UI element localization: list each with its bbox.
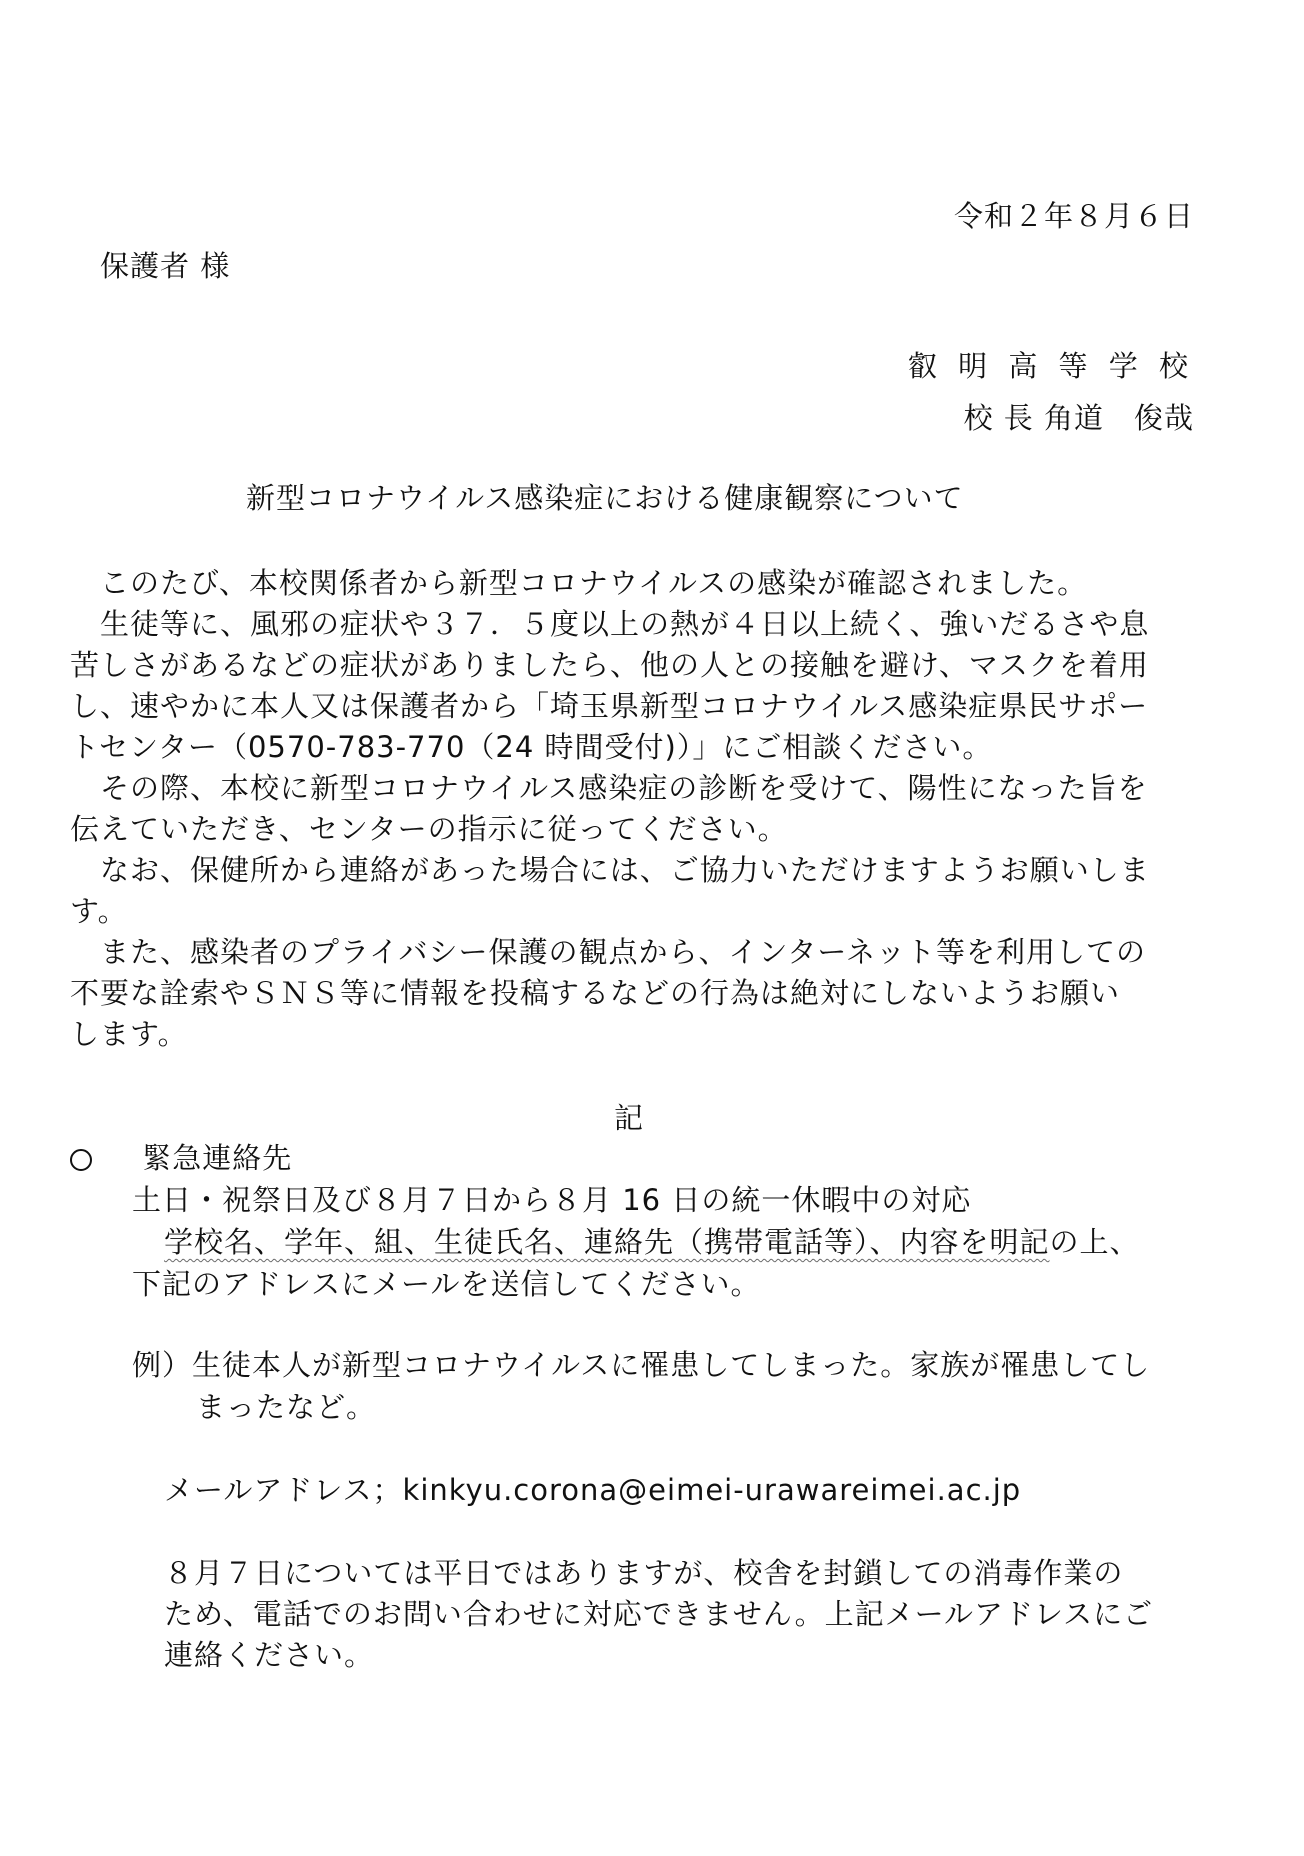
date: 令和２年８月６日 [953, 199, 1194, 233]
body-paragraph-5-line-2: 不要な詮索やＳＮＳ等に情報を投稿するなどの行為は絶対にしないようお願い [70, 976, 1121, 1010]
note-line-1: ８月７日については平日ではありますが、校舎を封鎖しての消毒作業の [164, 1556, 1124, 1590]
body-paragraph-3-line-1: その際、本校に新型コロナウイルス感染症の診断を受けて、陽性になった旨を [100, 771, 1148, 805]
contact-instruction-line-1 [164, 1222, 1140, 1262]
recipient: 保護者 様 [100, 249, 231, 283]
contact-instruction-tail: の上、 [1049, 1225, 1140, 1259]
body-paragraph-3-line-2: 伝えていただき、センターの指示に従ってください。 [70, 812, 788, 846]
record-heading: 記 [614, 1101, 645, 1135]
body-paragraph-4-line-1: なお、保健所から連絡があった場合には、ご協力いただけますようお願いしま [100, 853, 1150, 887]
note-line-3: 連絡ください。 [164, 1638, 375, 1672]
body-paragraph-1: このたび、本校関係者から新型コロナウイルスの感染が確認されました。 [100, 566, 1088, 600]
body-paragraph-5-line-3: します。 [70, 1017, 188, 1051]
example-line-2: まったなど。 [196, 1390, 377, 1424]
note-line-2: ため、電話でのお問い合わせに対応できません。上記メールアドレスにご [164, 1597, 1154, 1631]
example-line-1: 例）生徒本人が新型コロナウイルスに罹患してしまった。家族が罹患してし [132, 1348, 1151, 1382]
contact-instruction-emphasis: 学校名、学年、組、生徒氏名、連絡先（携帯電話等）、内容を明記 [164, 1225, 1050, 1259]
contact-item [70, 1138, 292, 1178]
school-name: 叡 明 高 等 学 校 [907, 349, 1194, 383]
contact-period: 土日・祝祭日及び８月７日から８月 16 日の統一休暇中の対応 [132, 1183, 972, 1217]
body-paragraph-5-line-1: また、感染者のプライバシー保護の観点から、インターネット等を利用しての [100, 935, 1146, 969]
circle-bullet-icon [70, 1149, 92, 1171]
contact-item-label: 緊急連絡先 [142, 1141, 293, 1175]
contact-instruction-line-2: 下記のアドレスにメールを送信してください。 [132, 1267, 761, 1301]
email-address: メールアドレス；kinkyu.corona@eimei-urawareimei.ac.jp [164, 1473, 1022, 1507]
body-paragraph-4-line-2: す。 [70, 894, 128, 928]
body-paragraph-2-line-1: 生徒等に、風邪の症状や３７．５度以上の熱が４日以上続く、強いだるさや息 [100, 607, 1150, 641]
principal-name: 校 長 角道 俊哉 [963, 401, 1194, 435]
body-paragraph-2-line-4: トセンター（0570-783-770（24 時間受付)）」にご相談ください。 [70, 730, 993, 764]
document-title: 新型コロナウイルス感染症における健康観察について [246, 481, 964, 515]
body-paragraph-2-line-3: し、速やかに本人又は保護者から「埼玉県新型コロナウイルス感染症県民サポー [70, 689, 1149, 723]
body-paragraph-2-line-2: 苦しさがあるなどの症状がありましたら、他の人との接触を避け、マスクを着用 [70, 648, 1149, 682]
